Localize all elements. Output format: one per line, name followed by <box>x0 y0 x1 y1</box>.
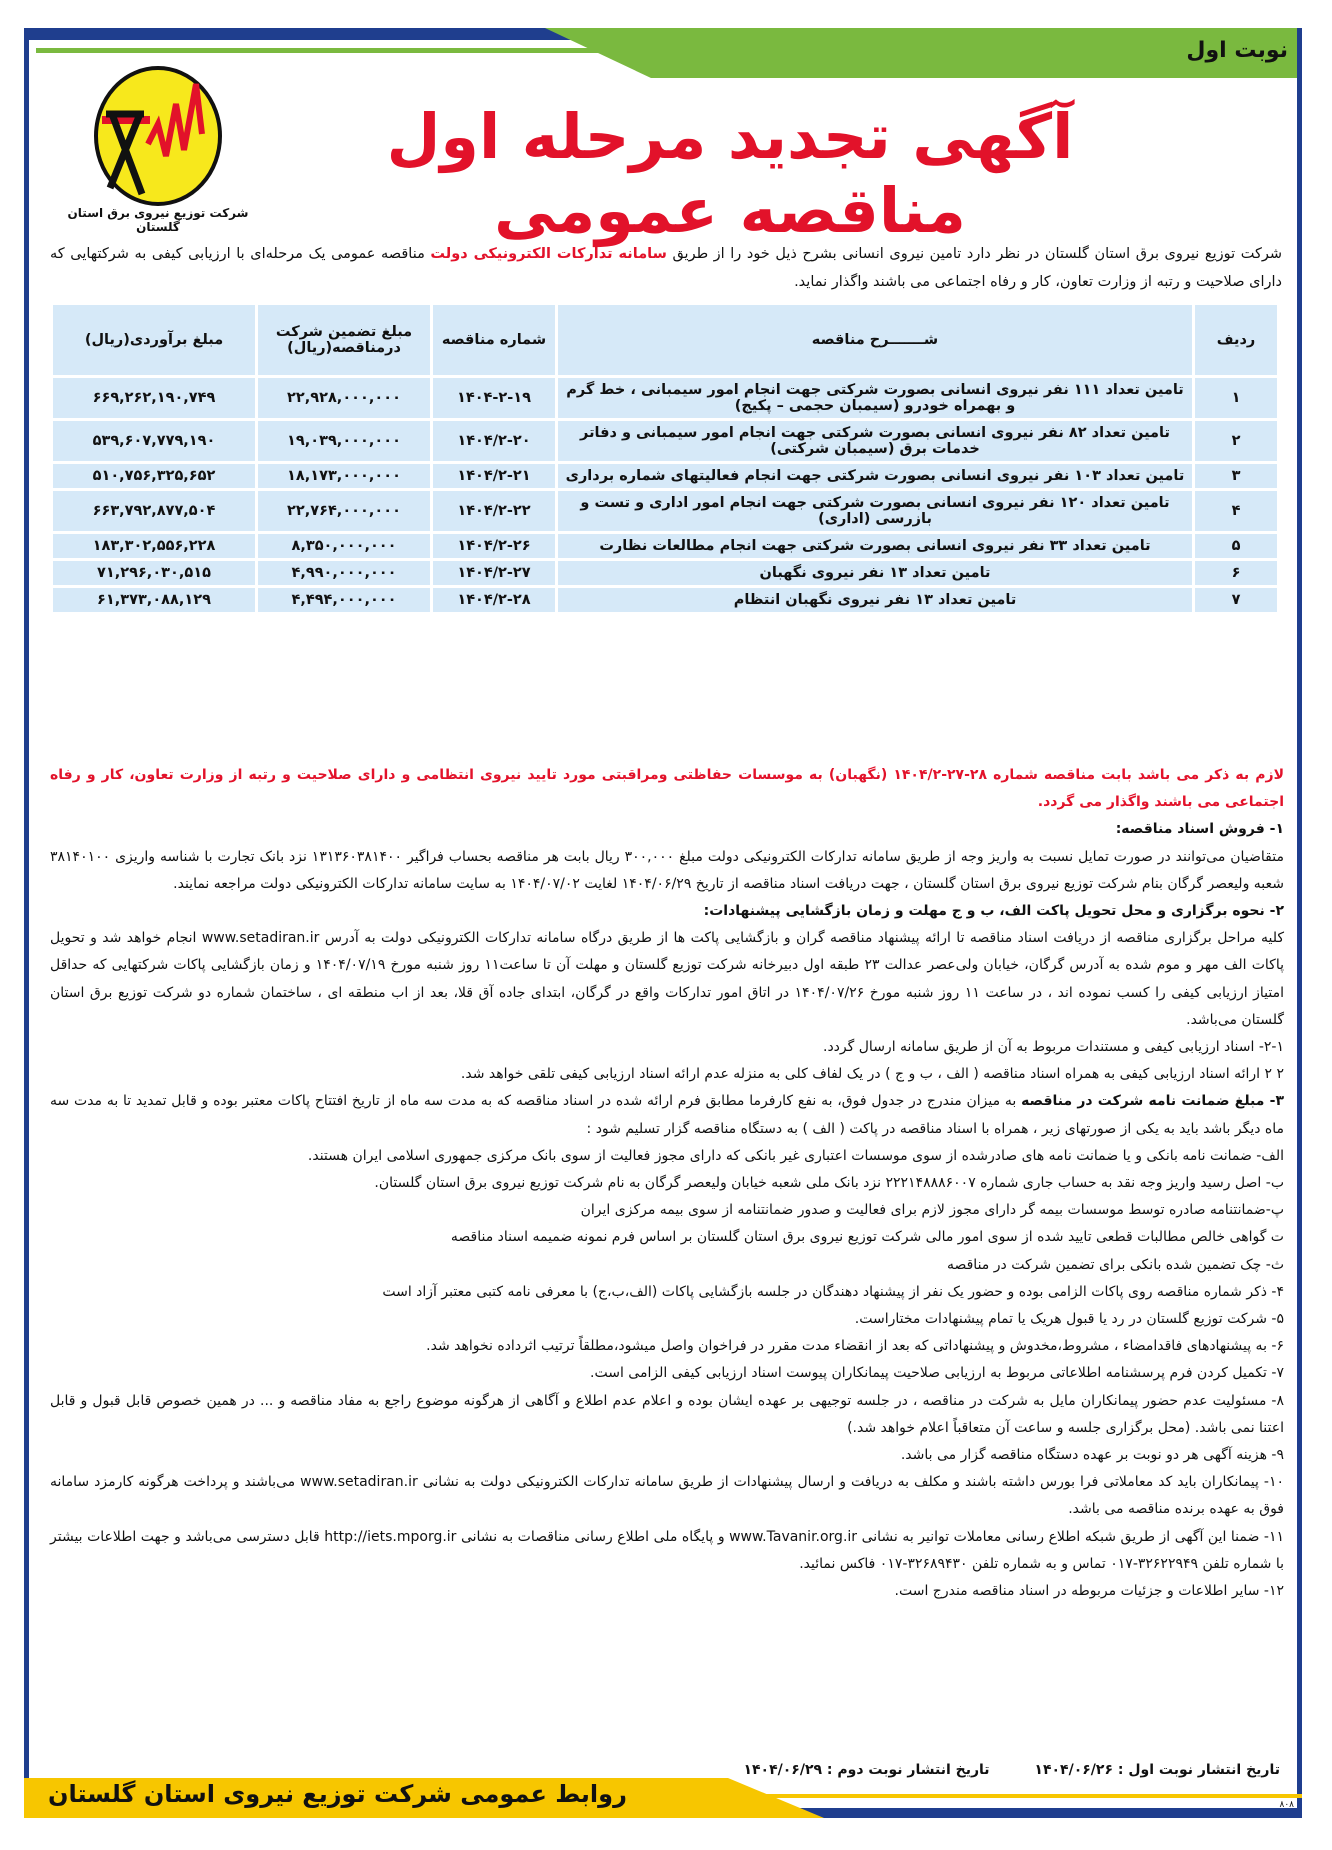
cell-no: ۶ <box>1194 560 1279 587</box>
col-header: شـــــــرح مناقصه <box>557 304 1194 377</box>
section-title: ۲- نحوه برگزاری و محل تحویل پاکت الف، ب و ج مهلت و زمان بازگشایی پیشنهادات: <box>703 903 1284 920</box>
text: و پایگاه ملی اطلاع رسانی مناقصات به نشانی <box>456 1528 730 1545</box>
publication-dates <box>703 1762 1280 1778</box>
company-logo-icon <box>92 64 224 208</box>
cell-no: ۵ <box>1194 533 1279 560</box>
section-text <box>50 1088 1284 1142</box>
section-title: ۳- مبلغ ضمانت نامه شرکت در مناقصه <box>1021 1093 1284 1110</box>
cell-estimate: ۶۶۹,۲۶۲,۱۹۰,۷۴۹ <box>52 377 257 420</box>
section-text <box>50 1524 1284 1578</box>
logo-caption: شرکت توزیع نیروی برق استان گلستان <box>67 206 249 234</box>
section-text <box>50 925 1284 1034</box>
cell-num: ۱۴۰۴/۲-۲۰ <box>432 420 557 463</box>
cell-guarantee: ۲۲,۷۶۴,۰۰۰,۰۰۰ <box>257 490 432 533</box>
section-text: ۴- ذکر شماره مناقصه روی پاکات الزامی بوده و حضور یک نفر از پیشنهاد دهندگان در جلسه بازگشایی پاکات (الف،ب،ج) با معرفی نامه کتبی معتبر آزاد است <box>382 1283 1284 1300</box>
table-row <box>52 490 1279 533</box>
cell-guarantee: ۴,۴۹۴,۰۰۰,۰۰۰ <box>257 587 432 614</box>
page-title: آگهی تجدید مرحله اول مناقصه عمومی <box>386 100 1074 248</box>
table-header-row <box>52 304 1279 377</box>
cell-desc: تامین تعداد ۱۳ نفر نیروی نگهبان انتظام <box>557 587 1194 614</box>
setadiran-link[interactable]: www.setadiran.ir <box>300 1474 418 1491</box>
cell-desc: تامین تعداد ۸۲ نفر نیروی انسانی بصورت شرکتی جهت انجام امور سیمبانی و دفاتر خدمات برق (سیمبان شرکتی) <box>557 420 1194 463</box>
cell-estimate: ۶۱,۳۷۳,۰۸۸,۱۲۹ <box>52 587 257 614</box>
intro-text: مناقصه عمومی یک مرحله‌ای با ارزیابی کیفی به شرکتهایی که دارای صلاحیت و رتبه از وزارت تعاون، کار و رفاه اجتماعی می باشند واگذار نماید. <box>50 246 1282 290</box>
text: ۱۰- پیمانکاران باید کد معاملاتی فرا بورس داشته باشند و مکلف به دریافت و ارسال پیشنهادات از طریق سامانه تدارکات الکترونیکی دولت به نشانی <box>417 1474 1284 1491</box>
section-text: ۱۲- سایر اطلاعات و جزئیات مربوطه در اسناد مناقصه مندرج است. <box>894 1583 1284 1600</box>
note: لازم به ذکر می باشد بابت مناقصه شماره ۲۸-۲۷-۱۴۰۴/۲ (نگهبان) به موسسات حفاظتی ومراقبتی مورد تایید نیروی انتظامی و دارای صلاحیت و رتبه از وزارت تعاون، کار و رفاه اجتماعی می باشند واگذار می گردد. <box>50 767 1284 811</box>
table-row <box>52 533 1279 560</box>
text: می‌باشند و پرداخت هرگونه کارمزد سامانه فوق به عهده برنده مناقصه می باشد. <box>50 1474 1284 1518</box>
section-text: ۸- مسئولیت عدم حضور پیمانکاران مایل به شرکت در مناقصه ، در جلسه توجیهی بر عهده ایشان بوده و اعلام عدم اطلاع و آگاهی از هرگونه موضوع راجع به مفاد مناقصه و ... در همین خصوص قابل قبول و قابل اعتنا نمی باشد. (محل برگزاری جلسه و ساعت آن متعاقباً اعلام خواهد شد.) <box>50 1392 1284 1436</box>
text: قابل دسترسی می‌باشد و جهت اطلاعات بیشتر با شماره تلفن ۳۲۶۲۲۹۴۹-۰۱۷ تماس و به شماره تلفن ۳۲۶۸۹۴۳۰-۰۱۷ فاکس نمائید. <box>50 1528 1284 1572</box>
footer-org: روابط عمومی شرکت توزیع نیروی استان گلستان <box>48 1780 627 1808</box>
footer-line <box>700 1794 1302 1798</box>
cell-estimate: ۵۱۰,۷۵۶,۳۲۵,۶۵۲ <box>52 463 257 490</box>
section-title: ۱- فروش اسناد مناقصه: <box>1115 821 1284 838</box>
cell-estimate: ۶۶۳,۷۹۲,۸۷۷,۵۰۴ <box>52 490 257 533</box>
intro-highlight: سامانه تدارکات الکترونیکی دولت <box>430 246 667 262</box>
cell-no: ۱ <box>1194 377 1279 420</box>
intro-paragraph <box>50 240 1282 296</box>
iets-link[interactable]: http://iets.mporg.ir <box>324 1528 457 1545</box>
tavanir-link[interactable]: www.Tavanir.org.ir <box>729 1528 858 1545</box>
table-row <box>52 560 1279 587</box>
section-text: ۶- به پیشنهادهای فاقدامضاء ، مشروط،مخدوش و پیشنهاداتی که بعد از انقضاء مدت مقرر در فراخوان واصل میشود،مطلقاً ترتیب اثرداده نخواهد شد. <box>426 1338 1284 1355</box>
table-row <box>52 463 1279 490</box>
cell-no: ۴ <box>1194 490 1279 533</box>
section-text: ۲-۱- اسناد ارزیابی کیفی و مستندات مربوط به آن از طریق سامانه ارسال گردد. <box>823 1039 1284 1056</box>
text: به میزان مندرج در جدول فوق، به نفع کارفرما مطابق فرم ارائه شده در اسناد مناقصه که به مدت سه ماه از تاریخ افتتاح پاکات معتبر بوده و قابل تمدید تا به مدت سه ماه دیگر باشد باید به یکی از صورتهای زیر ، همراه با اسناد مناقصه در پاکت ( الف ) به دستگاه مناقصه گزار تسلیم شود : <box>50 1093 1284 1137</box>
section-text: ۵- شرکت توزیع گلستان در رد یا قبول هریک یا تمام پیشنهادات مختاراست. <box>854 1311 1284 1328</box>
section-text: پ-ضمانتنامه صادره توسط موسسات بیمه گر دارای مجوز لازم برای فعالیت و صدور ضمانتنامه از سوی بیمه مرکزی ایران <box>580 1202 1284 1219</box>
section-text: ث- چک تضمین شده بانکی برای تضمین شرکت در مناقصه <box>946 1256 1284 1273</box>
cell-no: ۷ <box>1194 587 1279 614</box>
cell-guarantee: ۱۹,۰۳۹,۰۰۰,۰۰۰ <box>257 420 432 463</box>
section-text: ب- اصل رسید واریز وجه نقد به حساب جاری شماره ۲۲۲۱۴۸۸۸۶۰۰۷ نزد بانک ملی شعبه خیابان ولیعصر گرگان به نام شرکت توزیع نیروی برق استان گلستان. <box>374 1175 1284 1192</box>
col-header: شماره مناقصه <box>432 304 557 377</box>
col-header: مبلغ برآوردی(ریال) <box>52 304 257 377</box>
section-text: ۲ ۲ ارائه اسناد ارزیابی کیفی به همراه اسناد مناقصه ( الف ، ب و ج ) در یک لفاف کلی به منزله عدم ارائه اسناد ارزیابی کیفی تلقی خواهد شد. <box>460 1066 1284 1083</box>
cell-num: ۱۴۰۴/۲-۲۶ <box>432 533 557 560</box>
section-text <box>50 1469 1284 1523</box>
cell-num: ۱۴۰۴/۲-۲۲ <box>432 490 557 533</box>
setadiran-link[interactable]: www.setadiran.ir <box>201 930 320 947</box>
cell-num: ۱۴۰۴-۲-۱۹ <box>432 377 557 420</box>
cell-estimate: ۷۱,۲۹۶,۰۳۰,۵۱۵ <box>52 560 257 587</box>
col-header: مبلغ تضمین شرکت درمناقصه(ریال) <box>257 304 432 377</box>
ad-body <box>50 762 1284 1605</box>
cell-desc: تامین تعداد ۳۳ نفر نیروی انسانی بصورت شرکتی جهت انجام مطالعات نظارت <box>557 533 1194 560</box>
section-text: ۷- تکمیل کردن فرم پرسشنامه اطلاعاتی مربوط به ارزیابی صلاحیت پیمانکاران پیوست اسناد ارزیابی کیفی الزامی است. <box>590 1365 1284 1382</box>
cell-num: ۱۴۰۴/۲-۲۷ <box>432 560 557 587</box>
first-publication-date: تاریخ انتشار نوبت اول : ۱۴۰۴/۰۶/۲۶ <box>1034 1762 1280 1778</box>
table-row <box>52 420 1279 463</box>
cell-guarantee: ۴,۹۹۰,۰۰۰,۰۰۰ <box>257 560 432 587</box>
tender-table <box>50 302 1280 615</box>
cell-desc: تامین تعداد ۱۳ نفر نیروی نگهبان <box>557 560 1194 587</box>
cell-no: ۲ <box>1194 420 1279 463</box>
section-text: ت گواهی خالص مطالبات قطعی تایید شده از سوی امور مالی شرکت توزیع نیروی برق استان گلستان بر اساس فرم نمونه ضمیمه اسناد مناقصه <box>450 1229 1284 1246</box>
cell-guarantee: ۸,۳۵۰,۰۰۰,۰۰۰ <box>257 533 432 560</box>
cell-guarantee: ۲۲,۹۲۸,۰۰۰,۰۰۰ <box>257 377 432 420</box>
ad-code: ۸۰۸ <box>1279 1800 1294 1810</box>
second-publication-date: تاریخ انتشار نوبت دوم : ۱۴۰۴/۰۶/۲۹ <box>743 1762 990 1778</box>
section-text: متقاضیان می‌توانند در صورت تمایل نسبت به واریز وجه از طریق سامانه تدارکات الکترونیکی دولت مبلغ ۳۰۰,۰۰۰ ریال بابت هر مناقصه بحساب فراگیر ۱۳۱۳۶۰۳۸۱۴۰۰ نزد بانک تجارت با شناسه واریزی ۳۸۱۴۰۱۰۰ شعبه ولیعصر گرگان بنام شرکت توزیع نیروی برق استان گلستان ، جهت دریافت اسناد مناقصه از تاریخ ۱۴۰۴/۰۶/۲۹ لغایت ۱۴۰۴/۰۷/۰۲ به سایت سامانه تدارکات الکترونیکی دولت مراجعه نمایند. <box>50 848 1284 892</box>
section-text: الف- ضمانت نامه بانکی و یا ضمانت نامه های صادرشده از سوی موسسات اعتباری غیر بانکی که دارای مجوز فعالیت از سوی بانک مرکزی جمهوری اسلامی ایران هستند. <box>307 1147 1284 1164</box>
text: کلیه مراحل برگزاری مناقصه از دریافت اسناد مناقصه تا ارائه پیشنهاد مناقصه گران و بازگشایی پاکت ها از طریق درگاه سامانه تدارکات الکترونیکی دولت به آدرس <box>319 930 1284 947</box>
cell-estimate: ۱۸۳,۳۰۲,۵۵۶,۲۲۸ <box>52 533 257 560</box>
table-row <box>52 377 1279 420</box>
cell-desc: تامین تعداد ۱۲۰ نفر نیروی انسانی بصورت شرکتی جهت انجام امور اداری و تست و بازرسی (اداری) <box>557 490 1194 533</box>
text: ۱۱- ضمنا این آگهی از طریق شبکه اطلاع رسانی معاملات توانیر به نشانی <box>857 1528 1284 1545</box>
cell-estimate: ۵۳۹,۶۰۷,۷۷۹,۱۹۰ <box>52 420 257 463</box>
cell-guarantee: ۱۸,۱۷۳,۰۰۰,۰۰۰ <box>257 463 432 490</box>
text: انجام خواهد شد و تحویل پاکات الف مهر و موم شده به آدرس گرگان، خیابان ولی‌عصر عدالت ۲۳ طبقه اول دبیرخانه شرکت توزیع گلستان و مهلت آن تا ساعت۱۱ روز شنبه مورخ ۱۴۰۴/۰۷/۱۹ و زمان بازگشایی پاکات شرکتهایی که حداقل امتیاز ارزیابی کیفی را کسب نموده اند ، در ساعت ۱۱ روز شنبه مورخ ۱۴۰۴/۰۷/۲۶ در اتاق امور تدارکات واقع در گرگان، ابتدای جاده آق قلا، بعد از اب منطقه ای ، ساختمان شماره دو شرکت توزیع برق استان گلستان می‌باشد. <box>50 930 1284 1028</box>
cell-num: ۱۴۰۴/۲-۲۱ <box>432 463 557 490</box>
col-header: ردیف <box>1194 304 1279 377</box>
turn-label: نوبت اول <box>1186 38 1288 63</box>
section-text: ۹- هزینه آگهی هر دو نوبت بر عهده دستگاه مناقصه گزار می باشد. <box>900 1447 1284 1464</box>
cell-no: ۳ <box>1194 463 1279 490</box>
cell-desc: تامین تعداد ۱۰۳ نفر نیروی انسانی بصورت شرکتی جهت انجام فعالیتهای شماره برداری <box>557 463 1194 490</box>
cell-num: ۱۴۰۴/۲-۲۸ <box>432 587 557 614</box>
intro-text: شرکت توزیع نیروی برق استان گلستان در نظر دارد تامین نیروی انسانی بشرح ذیل خود را از طریق <box>666 246 1283 262</box>
cell-desc: تامین تعداد ۱۱۱ نفر نیروی انسانی بصورت شرکتی جهت انجام امور سیمبانی ، خط گرم و بهمراه خودرو (سیمبان حجمی – پکیج) <box>557 377 1194 420</box>
table-row <box>52 587 1279 614</box>
